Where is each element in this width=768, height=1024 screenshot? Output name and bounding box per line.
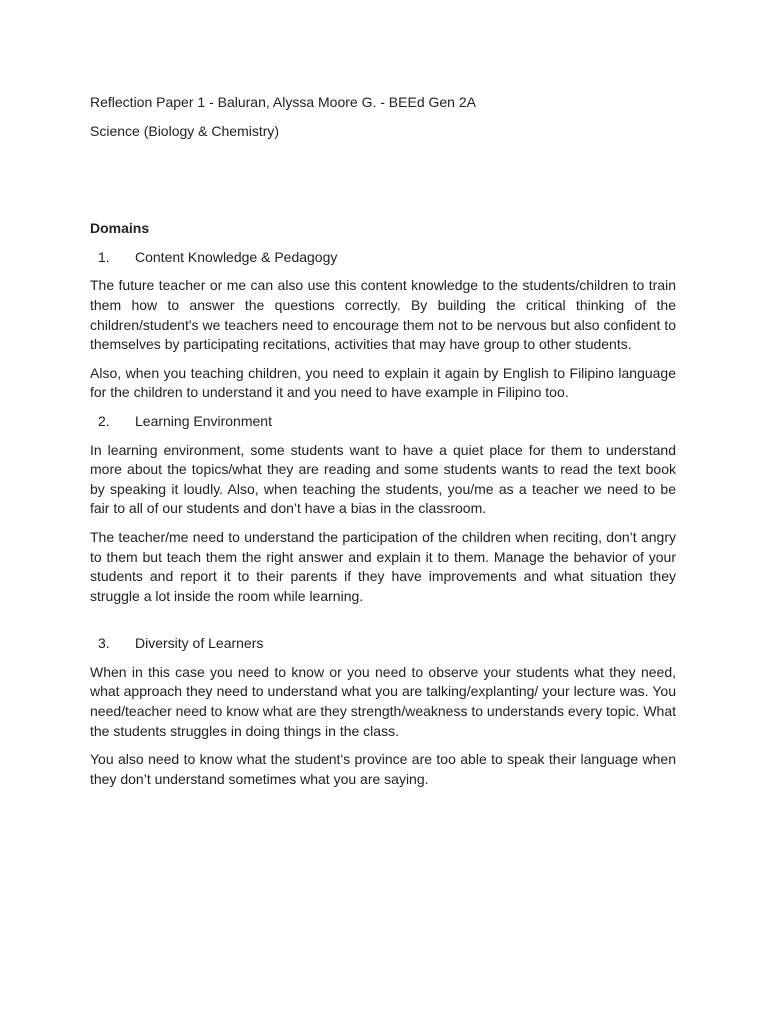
- section-title: Learning Environment: [135, 412, 272, 429]
- document-page: [90, 93, 676, 798]
- paragraph: The future teacher or me can also use this content knowledge to the students/children to train them how to answer the questions correctly. By building the critical thinking of the children/student's we teachers need to encourage them not to be nervous but also confident to themselves by participating recitations, activities that may have group to other students.: [90, 277, 676, 353]
- domains-heading: Domains: [90, 220, 150, 237]
- section-number: 2.: [98, 412, 110, 429]
- section-number: 3.: [98, 635, 110, 652]
- document-subject-line: Science (Biology & Chemistry): [90, 122, 280, 139]
- document-title-line: Reflection Paper 1 - Baluran, Alyssa Moore G. - BEEd Gen 2A: [90, 94, 476, 110]
- section-heading-content-knowledge: [90, 248, 676, 268]
- section-number: 1.: [98, 248, 110, 265]
- paragraph: In learning environment, some students want to have a quiet place for them to understand more about the topics/what they are reading and some students wants to read the text book by speaking it loudly. Also, when teaching the students, you/me as a teacher we need to be fair to all of our students and don’t have a bias in the classroom.: [90, 441, 676, 517]
- spacer: [90, 615, 676, 634]
- section-title: Content Knowledge & Pedagogy: [135, 248, 338, 265]
- section-heading-diversity-of-learners: [90, 634, 676, 654]
- section-heading-learning-environment: [90, 412, 676, 432]
- section-title: Diversity of Learners: [135, 635, 264, 652]
- paragraph: You also need to know what the student's province are too able to speak their language when they don’t understand sometimes what you are saying.: [90, 751, 676, 787]
- paragraph: When in this case you need to know or you need to observe your students what they need, what approach they need to understand what you are talking/explanting/ your lecture was. You need/teacher need to know what are they strength/weakness to understands every topic. What the students struggles in doing things in the class.: [90, 663, 677, 739]
- paragraph: Also, when you teaching children, you need to explain it again by English to Filipino language for the children to understand it and you need to have example in Filipino too.: [90, 364, 676, 401]
- paragraph: The teacher/me need to understand the participation of the children when reciting, don’t angry to them but teach them the right answer and explain it to them. Manage the behavior of your students and report it to their parents if they have improvements and what situation they struggle a lot inside the room while learning.: [90, 528, 676, 604]
